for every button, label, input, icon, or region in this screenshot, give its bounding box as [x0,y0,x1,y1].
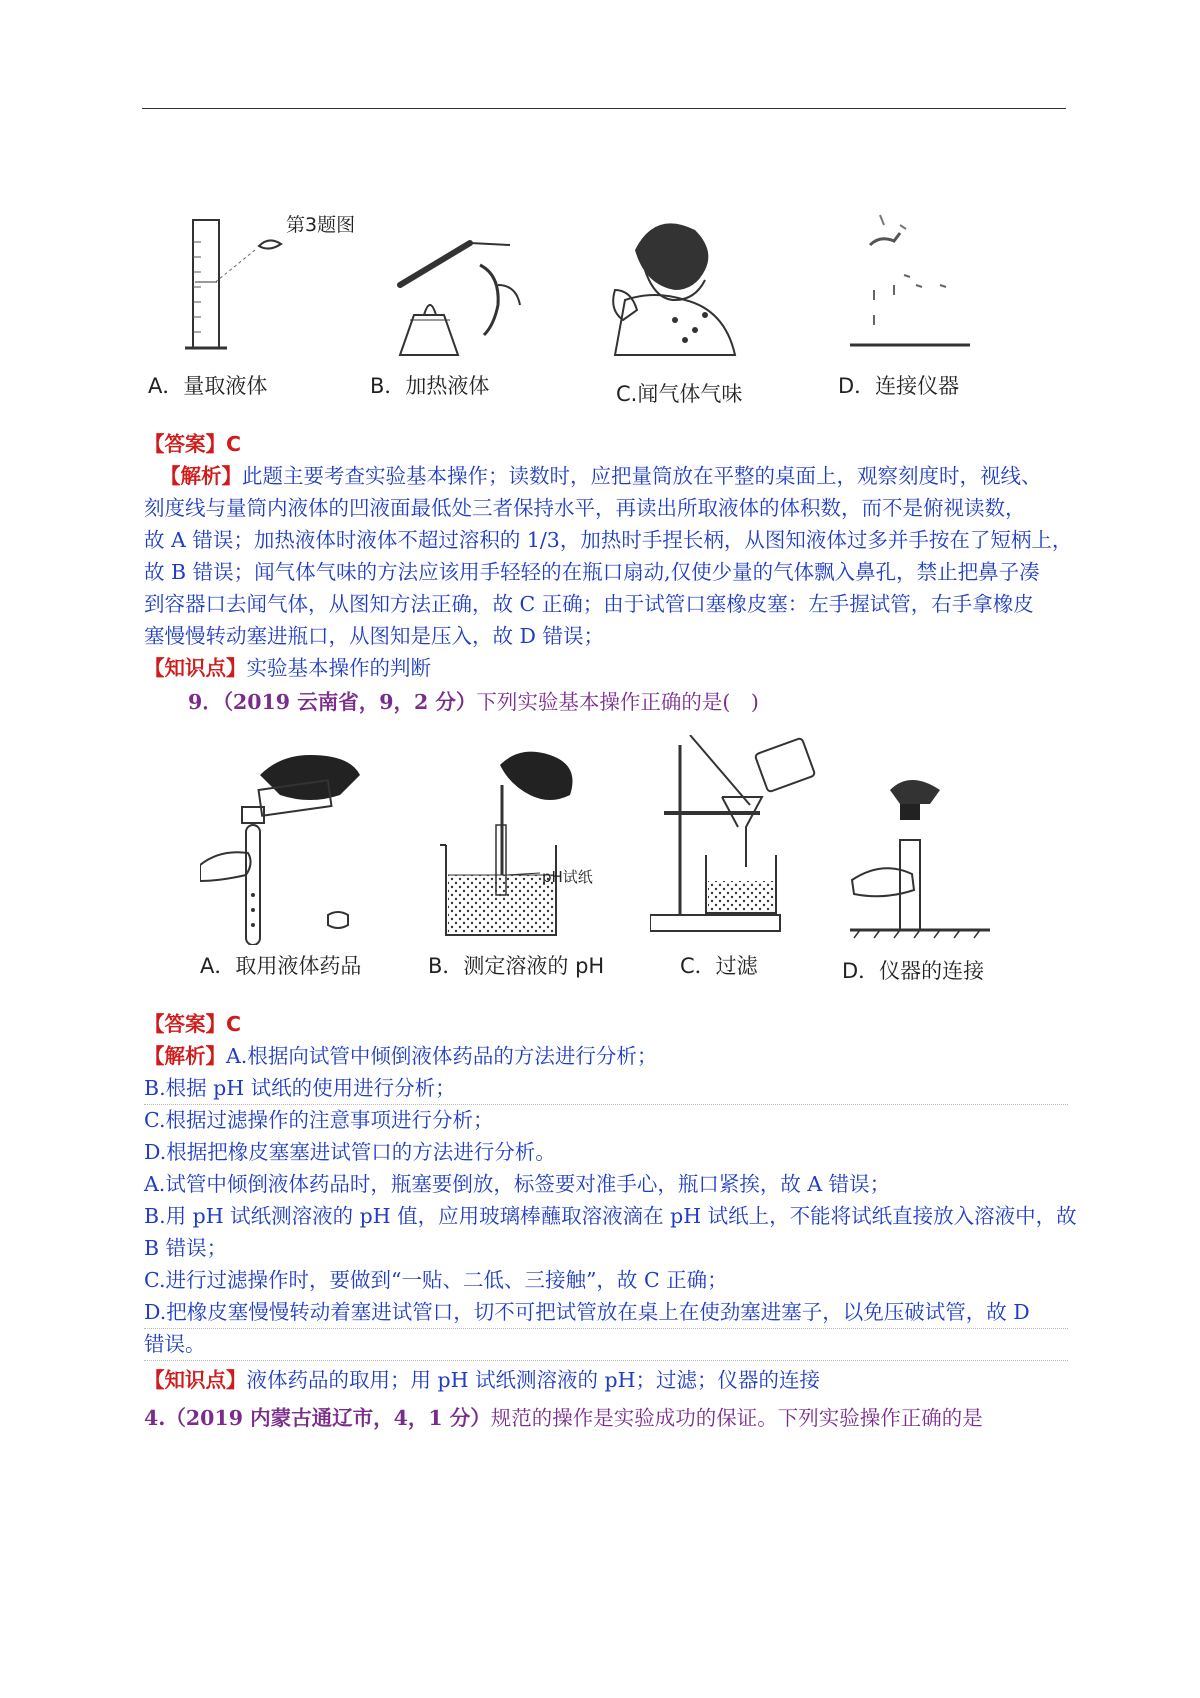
question-source: （2019 内蒙古通辽市，4，1 分） [165,1406,491,1430]
q9-knowledge-line [144,1364,1068,1396]
q3-knowledge-line [144,652,1068,684]
header-rule [142,108,1066,109]
question-stem: 下列实验基本操作正确的是( ) [476,690,759,714]
analysis-text: A.根据向试管中倾倒液体药品的方法进行分析； [226,1044,658,1068]
q9-analysis-line-9: D.把橡皮塞慢慢转动着塞进试管口，切不可把试管放在桌上在使劲塞进塞子，以免压破试管，故 D [144,1296,1068,1329]
answer-tag: 【答案】 [144,432,226,456]
q9-caption-b: B．测定溶液的 pH [428,954,605,978]
heating-liquid-figure [380,225,540,365]
q3-caption-b: B．加热液体 [370,374,490,398]
q3-analysis-line-5: 到容器口去闻气体，从图知方法正确，故 C 正确；由于试管口塞橡皮塞：左手握试管，右手拿橡皮 [144,592,1034,616]
graduated-cylinder-figure [155,212,320,362]
question-source: （2019 云南省，9，2 分） [222,690,477,714]
q3-caption-c: C.闻气体气味 [616,382,743,406]
pouring-liquid-figure [200,745,370,945]
q9-analysis-line-7: B 错误； [144,1236,228,1260]
q4-stem-line [144,1402,1068,1434]
answer-value: C [226,1012,242,1036]
analysis-tag: 【解析】 [160,464,242,488]
answer-tag: 【答案】 [144,1012,226,1036]
q3-analysis-line-1 [160,460,1084,492]
analysis-text: 此题主要考查实验基本操作；读数时，应把量筒放在平整的桌面上，观察刻度时，视线、 [242,464,1042,488]
smelling-gas-figure [605,210,755,360]
filtration-figure [650,735,830,945]
question-number: 9． [188,690,223,714]
q3-caption-a: A．量取液体 [148,374,268,398]
knowledge-tag: 【知识点】 [144,1368,247,1392]
figure-title: 第3题图 [286,214,356,236]
question-stem: 规范的操作是实验成功的保证。下列实验操作正确的是 [490,1406,983,1430]
knowledge-text: 实验基本操作的判断 [246,656,431,680]
q9-analysis-line-1 [144,1040,1068,1072]
ph-test-figure [430,745,630,945]
ph-paper-label: pH试纸 [542,868,593,886]
analysis-tag: 【解析】 [144,1044,226,1068]
connecting-instruments-figure [840,205,980,355]
q9-caption-a: A．取用液体药品 [200,954,362,978]
q9-analysis-line-10: 错误。 [144,1328,1068,1361]
q9-analysis-line-8: C.进行过滤操作时，要做到“一贴、二低、三接触”，故 C 正确； [144,1268,728,1292]
q3-analysis-line-6: 塞慢慢转动塞进瓶口，从图知是压入，故 D 错误； [144,624,604,648]
q9-analysis-line-6: B.用 pH 试纸测溶液的 pH 值，应用玻璃棒蘸取溶液滴在 pH 试纸上，不能将试纸直接放入溶液中，故 [144,1204,1077,1228]
q9-analysis-line-5: A.试管中倾倒液体药品时，瓶塞要倒放，标签要对准手心，瓶口紧挨，故 A 错误； [144,1172,891,1196]
q3-analysis-line-3: 故 A 错误；加热液体时液体不超过溶积的 1/3，加热时手捏长柄，从图知液体过多并手按在了短柄上， [144,528,1073,552]
q9-analysis-line-3: C.根据过滤操作的注意事项进行分析； [144,1108,494,1132]
q3-answer-line [144,428,1068,460]
question-number: 4. [144,1406,166,1430]
q9-caption-d: D．仪器的连接 [842,959,985,983]
q9-stem-line [188,686,1112,718]
answer-value: C [226,432,242,456]
q3-analysis-line-2: 刻度线与量筒内液体的凹液面最低处三者保持水平，再读出所取液体的体积数，而不是俯视读数， [144,496,1026,520]
q9-analysis-line-2: B.根据 pH 试纸的使用进行分析； [144,1072,1068,1105]
q9-caption-c: C．过滤 [680,954,758,978]
knowledge-tag: 【知识点】 [144,656,247,680]
q9-answer-line [144,1008,1068,1040]
q9-analysis-line-4: D.根据把橡皮塞塞进试管口的方法进行分析。 [144,1140,556,1164]
knowledge-text: 液体药品的取用；用 pH 试纸测溶液的 pH；过滤；仪器的连接 [246,1368,821,1392]
q3-analysis-line-4: 故 B 错误；闻气体气味的方法应该用手轻轻的在瓶口扇动,仅使少量的气体飘入鼻孔，禁止把鼻子凑 [144,560,1040,584]
q3-caption-d: D．连接仪器 [838,374,960,398]
tube-stopper-figure [850,770,990,940]
